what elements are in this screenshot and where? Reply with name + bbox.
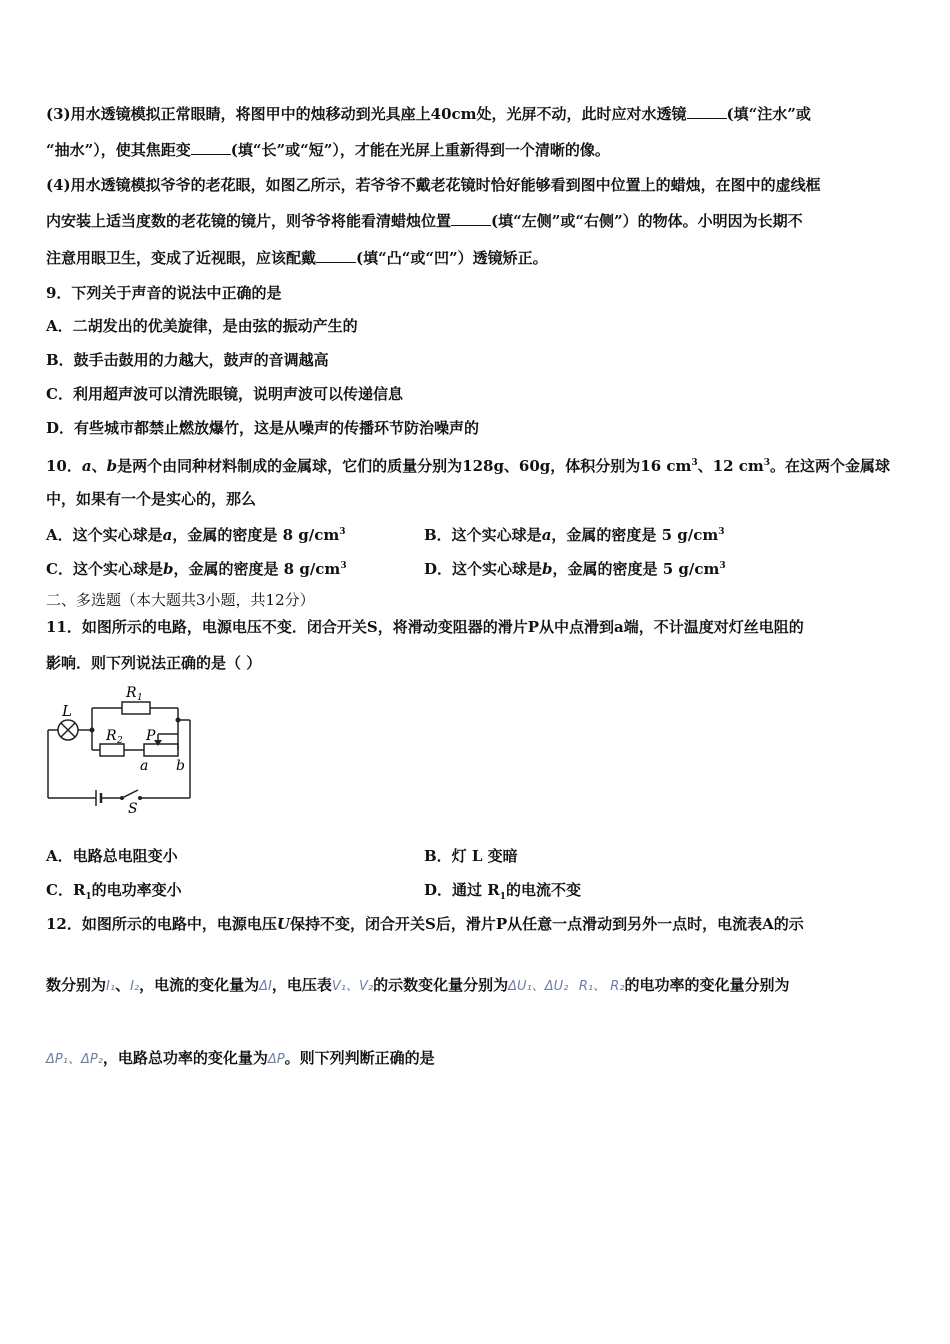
q11-option-a: A．电路总电阻变小 <box>46 847 178 865</box>
q8-part4-line3 <box>46 248 910 268</box>
junction-dot <box>90 728 95 733</box>
q12-line3-a: ，电路总功率的变化量为 <box>102 1049 268 1067</box>
q12-r1-r2: R₁、 R₂ <box>578 979 625 994</box>
q10-option-c-post: ，金属的密度是 8 g/cm <box>173 560 341 578</box>
r2-label: R <box>106 728 117 744</box>
q11-option-d-post: 的电流不变 <box>505 881 581 899</box>
q10-option-b-cube: 3 <box>718 527 725 537</box>
q11-options-row1 <box>46 846 910 866</box>
q11-stem-line2-text: 影响．则下列说法正确的是（ ） <box>46 654 262 672</box>
q12-delta-p12: ΔP₁、ΔP₂ <box>46 1052 103 1067</box>
q8-part4-text-c: (填“左侧”或“右侧”）的物体。小明因为长期不 <box>491 212 803 230</box>
q8-part3-text-a: (3)用水透镜模拟正常眼睛，将图甲中的烛移动到光具座上40cm处，光屏不动，此时应对水透镜 <box>46 105 687 123</box>
q11-options-row2 <box>46 880 910 907</box>
q10-cube-2: 3 <box>763 458 771 468</box>
q9-option-d-text: D．有些城市都禁止燃放爆竹，这是从噪声的传播环节防治噪声的 <box>46 419 480 437</box>
q12-delta-u: ΔU₁、ΔU₂ <box>508 979 569 994</box>
q12-sep1: 、 <box>115 976 131 994</box>
q12-line2-a: 数分别为 <box>46 976 107 994</box>
q12-v1-v2: V₁、V₂ <box>331 979 374 994</box>
q12-stem-b: 保持不变，闭合开关S后，滑片P从任意一点滑动到另外一点时，电流表A的示 <box>289 915 804 933</box>
q11-option-d-pre: D．通过 R <box>424 881 500 899</box>
q12-i1: I₁ <box>106 979 116 994</box>
junction-dot <box>176 718 181 723</box>
q10-option-d <box>424 556 726 579</box>
section2-title <box>46 590 910 610</box>
q10-option-d-post: ，金属的密度是 5 g/cm <box>552 560 720 578</box>
q10-options-row1 <box>46 522 910 545</box>
q10-option-a-pre: A．这个实心球是 <box>46 526 163 544</box>
q11-option-d <box>424 880 581 907</box>
q10-stem-line2-text: 中，如果有一个是实心的，那么 <box>46 490 257 508</box>
q11-stem-line2 <box>46 653 910 673</box>
slider-label: P <box>146 728 156 744</box>
q10-option-a-post: ，金属的密度是 8 g/cm <box>172 526 340 544</box>
switch-contact <box>120 796 124 800</box>
q9-option-c <box>46 384 910 404</box>
q12-line2-c: ，电压表 <box>271 976 332 994</box>
q10-var-b: b <box>106 457 118 475</box>
q12-line2-b: ，电流的变化量为 <box>139 976 260 994</box>
end-a-label: a <box>140 758 149 774</box>
q11-option-d-sub: 1 <box>499 892 506 902</box>
q11-option-b: B．灯 L 变暗 <box>424 847 518 865</box>
q9-stem <box>46 283 910 303</box>
q9-option-b-text: B．鼓手击鼓用的力越大，鼓声的音调越高 <box>46 351 329 369</box>
section2-title-text: 二、多选题（本大题共3小题，共12分） <box>46 591 315 609</box>
q10-option-b-pre: B．这个实心球是 <box>424 526 542 544</box>
q9-option-c-text: C．利用超声波可以清洗眼镜，说明声波可以传递信息 <box>46 385 403 403</box>
q10-option-d-cube: 3 <box>719 561 726 571</box>
q10-var-a: a <box>81 457 92 475</box>
q10-stem-line2 <box>46 489 910 509</box>
q12-stem-a: 12．如图所示的电路中，电源电压 <box>46 915 277 933</box>
r1-label-sub: 1 <box>137 693 143 703</box>
q10-option-c <box>46 560 347 578</box>
q11-stem-line1 <box>46 617 910 637</box>
q12-stem-line3 <box>46 1048 910 1070</box>
q10-stem-b: 是两个由同种材料制成的金属球，它们的质量分别为128g、60g，体积分别为16 cm <box>117 457 692 475</box>
r1-label: R <box>126 685 137 701</box>
q10-option-c-var: b <box>162 560 174 578</box>
q11-option-c <box>46 881 182 902</box>
q8-part4-text-e: (填“凸“或“凹”）透镜矫正。 <box>356 249 548 267</box>
q10-sep: 、 <box>91 457 107 475</box>
q9-option-d <box>46 418 910 438</box>
q8-part3-line1 <box>46 104 910 124</box>
q11-option-c-pre: C．R <box>46 881 86 899</box>
rheostat <box>144 744 178 756</box>
q10-stem-line1 <box>46 453 910 476</box>
q10-option-b <box>424 522 725 545</box>
answer-blank <box>451 211 491 226</box>
q10-option-a <box>46 526 346 544</box>
q10-number: 10． <box>46 457 82 475</box>
switch-blade <box>122 790 138 798</box>
q10-option-a-var: a <box>162 526 173 544</box>
q8-part4-text-a: (4)用水透镜模拟爷爷的老花眼，如图乙所示，若爷爷不戴老花镜时恰好能够看到图中位置上的蜡烛，在图中的虚线框 <box>46 176 821 194</box>
q9-option-a-text: A．二胡发出的优美旋律，是由弦的振动产生的 <box>46 317 358 335</box>
lamp-label: L <box>62 702 72 720</box>
answer-blank <box>191 140 231 155</box>
r1-resistor <box>122 702 150 714</box>
q12-line2-e: 的电功率的变化量分别为 <box>624 976 790 994</box>
q12-stem-line1 <box>46 914 910 934</box>
q9-option-a <box>46 316 910 336</box>
q12-line2-d: 的示数变化量分别为 <box>373 976 509 994</box>
q11-circuit-diagram <box>40 680 210 815</box>
q10-option-b-var: a <box>541 526 552 544</box>
q8-part4-line1 <box>46 175 910 195</box>
end-b-label: b <box>176 758 185 774</box>
q10-option-b-post: ，金属的密度是 5 g/cm <box>551 526 719 544</box>
answer-blank <box>687 104 727 119</box>
r2-label-sub: 2 <box>117 736 123 746</box>
q10-option-d-pre: D．这个实心球是 <box>424 560 543 578</box>
q8-part4-text-d: 注意用眼卫生，变成了近视眼，应该配戴 <box>46 249 317 267</box>
q8-part4-line2 <box>46 211 910 231</box>
q8-part4-text-b: 内安装上适当度数的老花镜的镜片，则爷爷将能看清蜡烛位置 <box>46 212 452 230</box>
q8-part3-text-d: (填“长”或“短”），才能在光屏上重新得到一个清晰的像。 <box>230 141 610 159</box>
q12-var-u: U <box>276 915 290 933</box>
q10-option-a-cube: 3 <box>339 527 346 537</box>
q8-part3-text-c: “抽水”），使其焦距变 <box>46 141 191 159</box>
q10-cube-1: 3 <box>691 458 698 468</box>
q10-stem-c: 、12 cm <box>697 457 764 475</box>
q8-part3-text-b: (填“注水”或 <box>726 105 811 123</box>
q12-delta-i: ΔI <box>259 979 272 994</box>
q9-option-b <box>46 350 910 370</box>
q11-option-c-post: 的电功率变小 <box>91 881 182 899</box>
q10-options-row2 <box>46 556 910 579</box>
answer-blank <box>316 248 356 263</box>
q10-option-d-var: b <box>542 560 553 578</box>
q12-i2: I₂ <box>130 979 140 994</box>
q12-delta-p: ΔP <box>267 1052 285 1067</box>
q12-line3-b: 。则下列判断正确的是 <box>284 1049 435 1067</box>
q10-option-c-pre: C．这个实心球是 <box>46 560 163 578</box>
q8-part3-line2 <box>46 140 910 160</box>
q12-stem-line2 <box>46 975 910 997</box>
q10-stem-d: 。在这两个金属球 <box>770 457 891 475</box>
q11-option-c-sub: 1 <box>85 892 92 902</box>
switch-contact <box>138 796 142 800</box>
switch-label: S <box>128 801 138 815</box>
q10-option-c-cube: 3 <box>340 561 347 571</box>
q9-stem-text: 9．下列关于声音的说法中正确的是 <box>46 284 282 302</box>
q11-stem-line1-text: 11．如图所示的电路，电源电压不变．闭合开关S，将滑动变阻器的滑片P从中点滑到a端，不计温度对灯丝电阻的 <box>46 618 804 636</box>
